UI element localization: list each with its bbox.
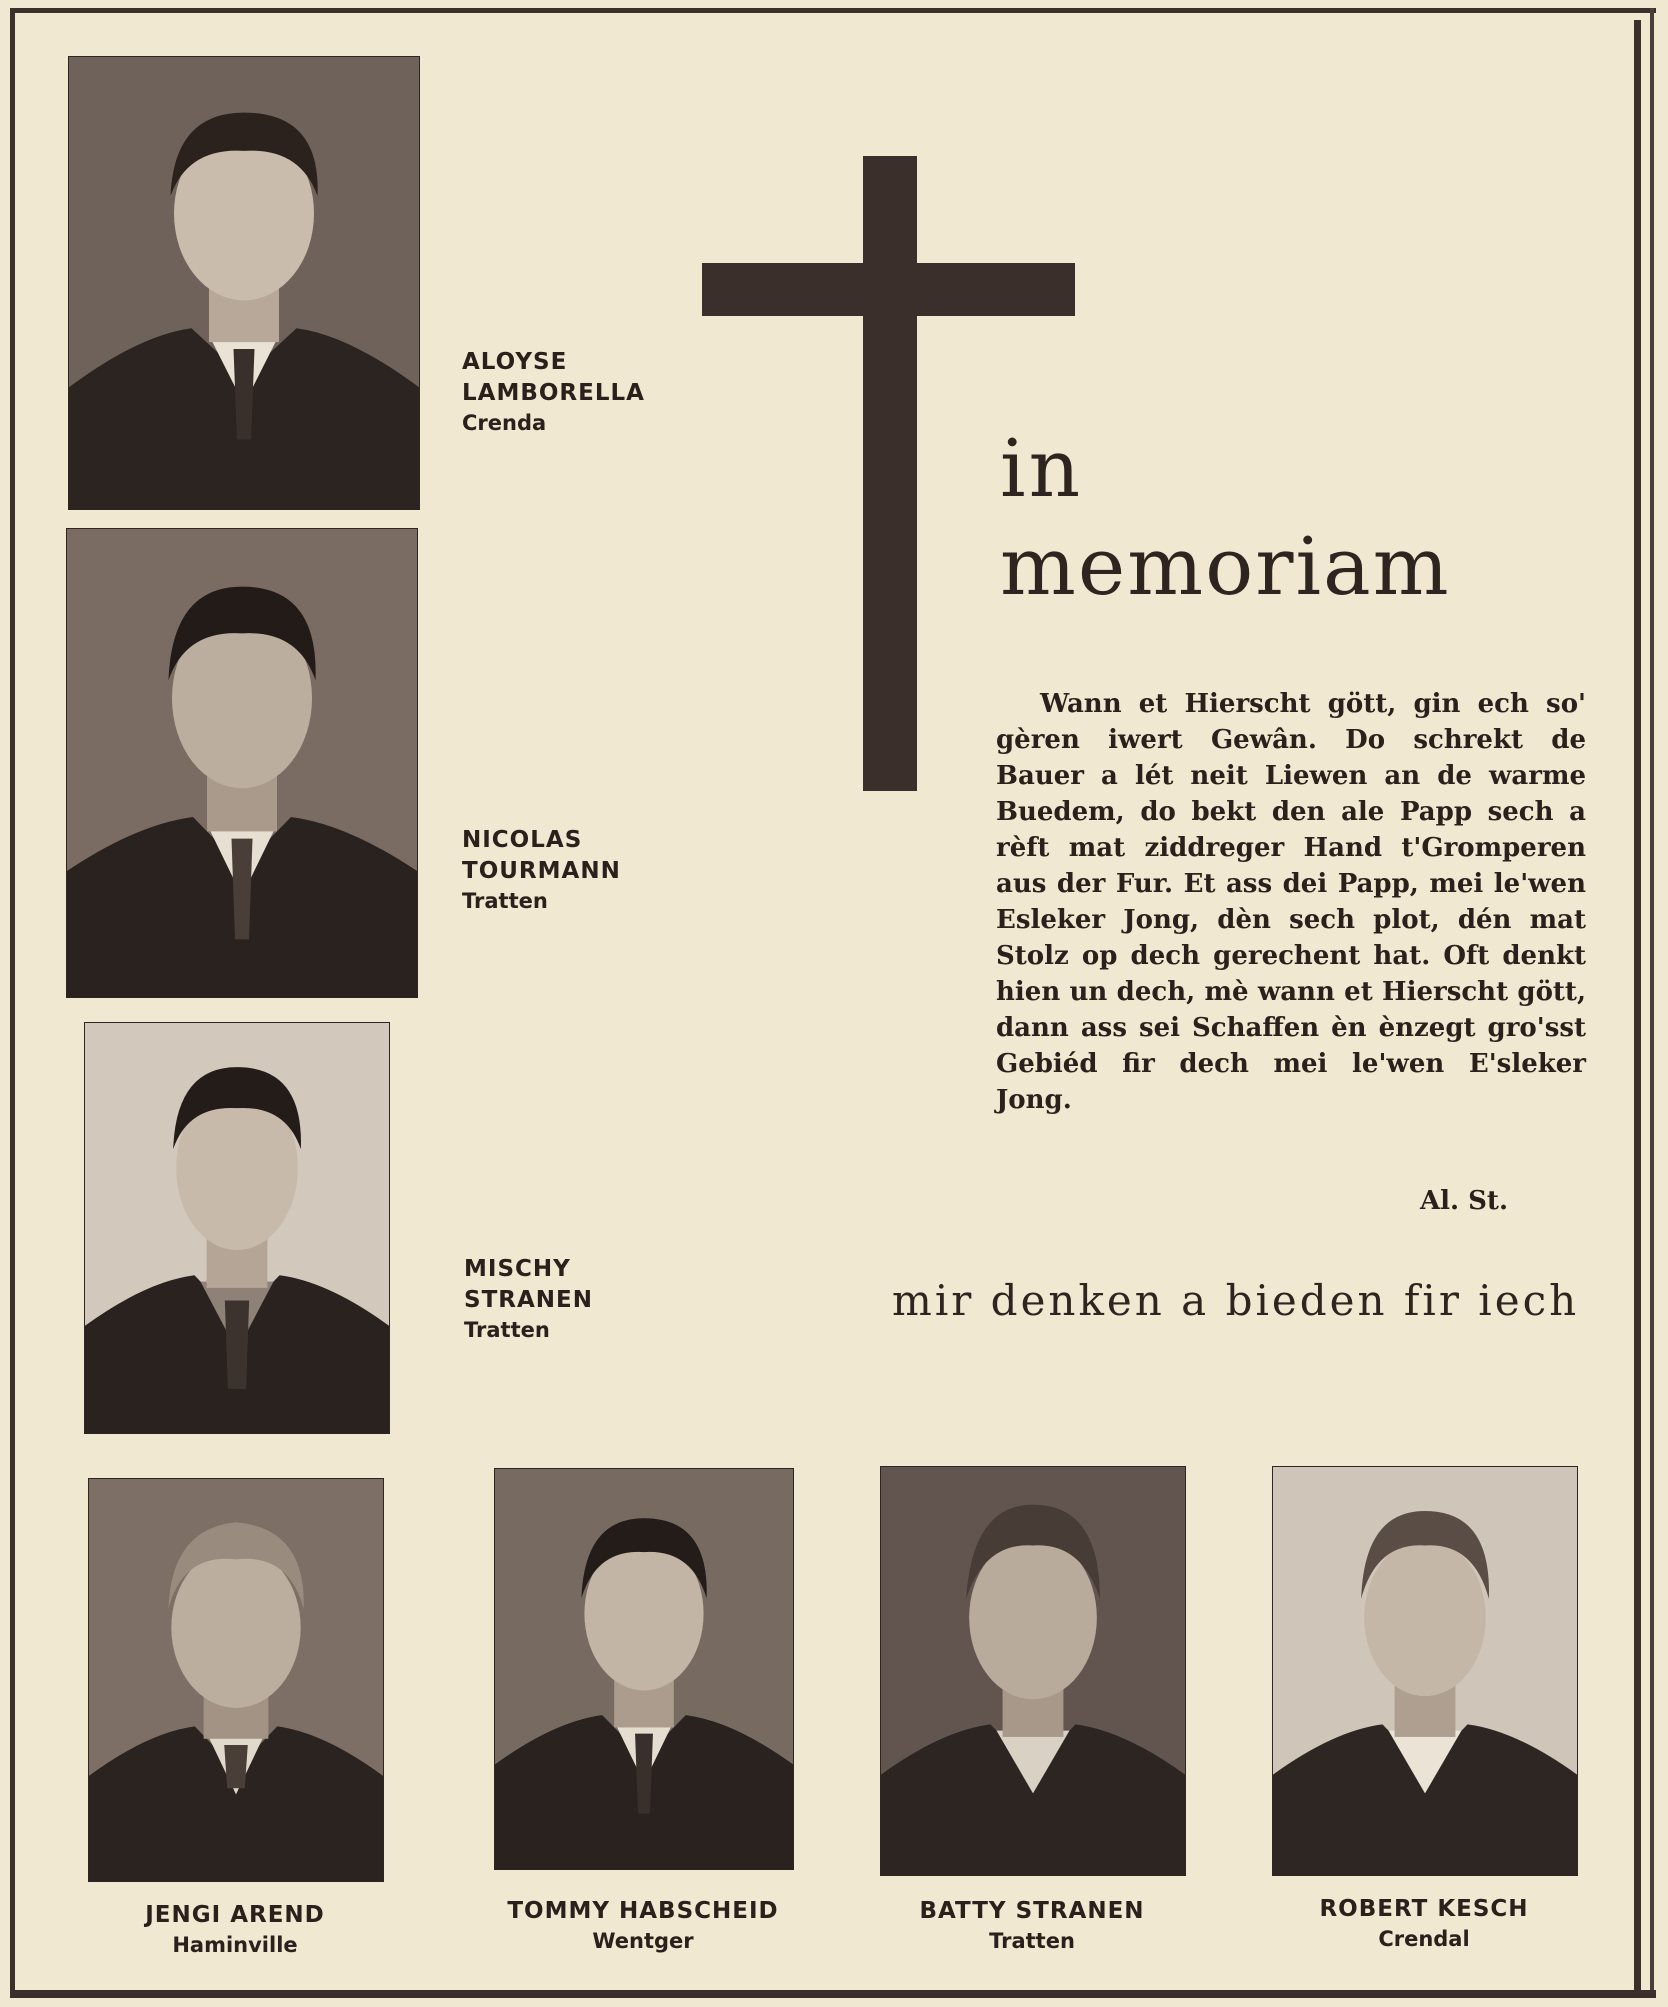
portrait-photo-2 — [66, 528, 418, 998]
portrait-photo-4 — [88, 1478, 384, 1882]
title-line-2: memoriam — [1000, 520, 1451, 613]
poem-signature: Al. St. — [1420, 1186, 1508, 1216]
caption-person-5 — [494, 1896, 792, 1955]
portrait-photo-1 — [68, 56, 420, 510]
person-name-1a: ALOYSE — [462, 349, 568, 375]
person-place-2: Tratten — [462, 889, 548, 914]
caption-person-2 — [462, 825, 621, 915]
frame-border-left — [10, 8, 15, 1998]
title-line-1: in — [1000, 422, 1084, 515]
caption-person-4 — [88, 1900, 382, 1959]
person-place-4: Haminville — [172, 1933, 298, 1958]
person-place-1: Crenda — [462, 411, 547, 436]
portrait-photo-6 — [880, 1466, 1186, 1876]
portrait-photo-5 — [494, 1468, 794, 1870]
person-name-3a: MISCHY — [464, 1256, 571, 1282]
person-place-7: Crendal — [1378, 1927, 1470, 1952]
cross-icon-vertical — [863, 156, 917, 791]
person-place-6: Tratten — [989, 1929, 1075, 1954]
person-name-5: TOMMY HABSCHEID — [507, 1898, 779, 1924]
caption-person-6 — [880, 1896, 1184, 1955]
person-name-2b: TOURMANN — [462, 858, 621, 885]
frame-border-right — [1634, 20, 1641, 1998]
frame-border-bottom — [10, 1990, 1656, 1998]
frame-border-top — [10, 8, 1656, 13]
cross-icon-horizontal — [702, 263, 1075, 316]
caption-person-1 — [462, 347, 645, 437]
memorial-poem: Wann et Hierscht gött, gin ech so' gèren iwert Gewân. Do schrekt de Bauer a lét neit Liewen an de warme Buedem, do bekt den ale Papp sech a rèft mat ziddreger Hand t'Gromperen aus der Fur. Et ass dei Papp, mei le'wen Esleker Jong, dèn sech plot, dén mat Stolz op dech gerechent hat. Oft denkt hien un dech, mè wann et Hierscht gött, dann ass sei Schaffen èn ènzegt gro'sst Gebiéd fir dech mei le'wen E'sleker Jong. — [996, 689, 1586, 1115]
closing-line: mir denken a bieden fir iech — [892, 1276, 1580, 1325]
in-memoriam-title — [1000, 420, 1451, 616]
person-name-3b: STRANEN — [464, 1287, 593, 1314]
person-place-3: Tratten — [464, 1318, 550, 1343]
person-name-6: BATTY STRANEN — [919, 1898, 1145, 1924]
caption-person-3 — [464, 1254, 593, 1344]
caption-person-7 — [1272, 1894, 1576, 1953]
portrait-photo-3 — [84, 1022, 390, 1434]
frame-border-right-outer — [1650, 8, 1654, 1998]
person-name-4: JENGI AREND — [145, 1902, 325, 1928]
portrait-photo-7 — [1272, 1466, 1578, 1876]
person-name-1b: LAMBORELLA — [462, 380, 645, 407]
person-place-5: Wentger — [592, 1929, 694, 1954]
person-name-2a: NICOLAS — [462, 827, 583, 853]
person-name-7: ROBERT KESCH — [1319, 1896, 1529, 1922]
